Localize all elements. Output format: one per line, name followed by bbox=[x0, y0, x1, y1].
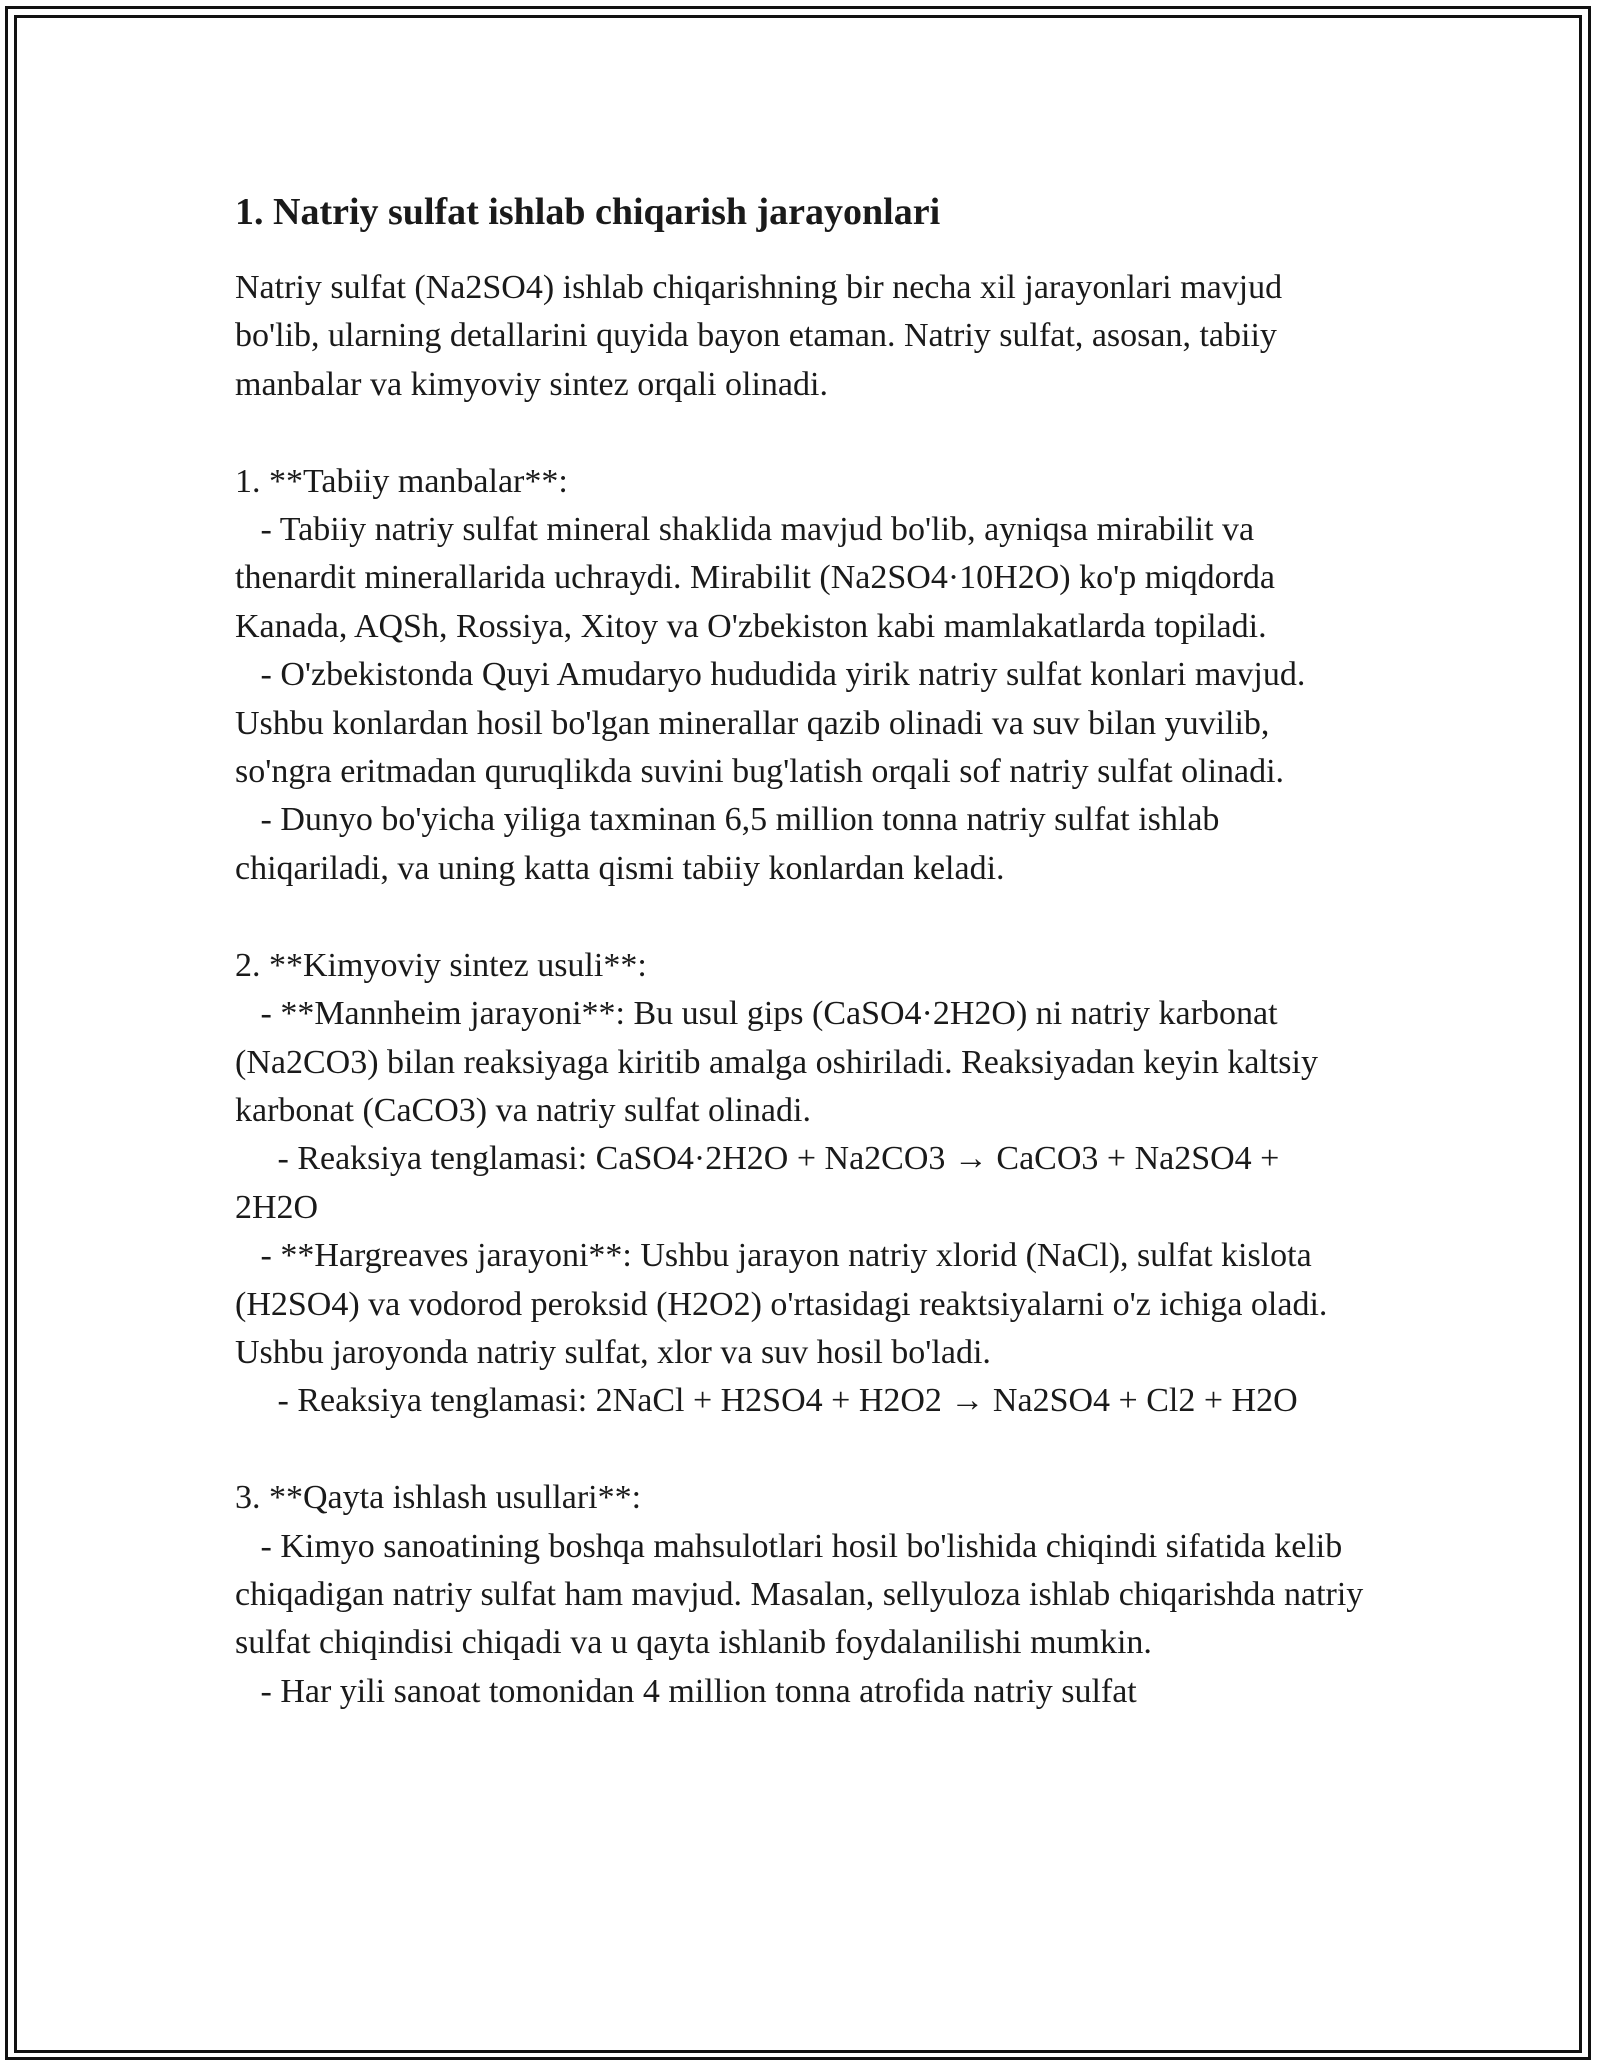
document-content bbox=[235, 186, 1370, 1716]
document-title: 1. Natriy sulfat ishlab chiqarish jarayonlari bbox=[235, 191, 941, 233]
document-body-text: Natriy sulfat (Na2SO4) ishlab chiqarishning bir necha xil jarayonlari mavjud bo'lib, ularning detallarini quyida bayon etaman. Natriy sulfat, asosan, tabiiy manbalar va kimyoviy sintez orqali olinadi. 1. **Tabiiy manbalar**: - Tabiiy natriy sulfat mineral shaklida mavjud bo'lib, ayniqsa mirabilit va thenardit minerallarida uchraydi. Mirabilit (Na2SO4·10H2O) ko'p miqdorda Kanada, AQSh, Rossiya, Xitoy va O'zbekiston kabi mamlakatlarda topiladi. - O'zbekistonda Quyi Amudaryo hududida yirik natriy sulfat konlari mavjud. Ushbu konlardan hosil bo'lgan minerallar qazib olinadi va suv bilan yuvilib, so'ngra eritmadan quruqlikda suvini bug'latish orqali sof natriy sulfat olinadi. - Dunyo bo'yicha yiliga taxminan 6,5 million tonna natriy sulfat ishlab chiqariladi, va uning katta qismi tabiiy konlardan keladi. 2. **Kimyoviy sintez usuli**: - **Mannheim jarayoni**: Bu usul gips (CaSO4·2H2O) ni natriy karbonat (Na2CO3) bilan reaksiyaga kiritib amalga oshiriladi. Reaksiyadan keyin kaltsiy karbonat (CaCO3) va natriy sulfat olinadi. - Reaksiya tenglamasi: CaSO4·2H2O + Na2CO3 → CaCO3 + Na2SO4 + 2H2O - **Hargreaves jarayoni**: Ushbu jarayon natriy xlorid (NaCl), sulfat kislota (H2SO4) va vodorod peroksid (H2O2) o'rtasidagi reaktsiyalarni o'z ichiga oladi. Ushbu jaroyonda natriy sulfat, xlor va suv hosil bo'ladi. - Reaksiya tenglamasi: 2NaCl + H2SO4 + H2O2 → Na2SO4 + Cl2 + H2O 3. **Qayta ishlash usullari**: - Kimyo sanoatining boshqa mahsulotlari hosil bo'lishida chiqindi sifatida kelib chiqadigan natriy sulfat ham mavjud. Masalan, sellyuloza ishlab chiqarishda natriy sulfat chiqindisi chiqadi va u qayta ishlanib foydalanilishi mumkin. - Har yili sanoat tomonidan 4 million tonna atrofida natriy sulfat bbox=[235, 269, 1364, 1710]
